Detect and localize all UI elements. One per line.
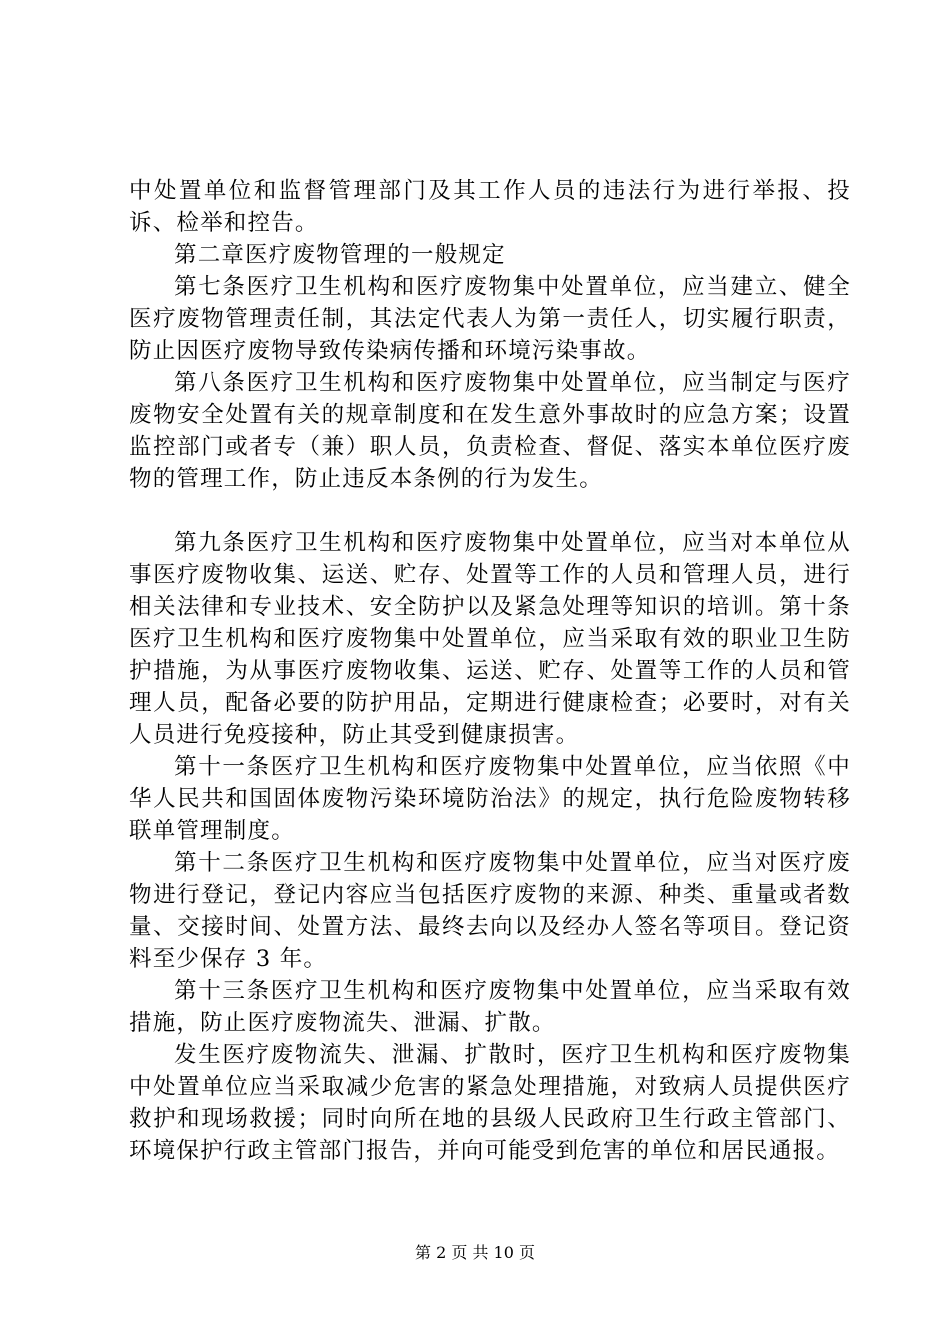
emergency-paragraph: 发生医疗废物流失、泄漏、扩散时，医疗卫生机构和医疗废物集中处置单位应当采取减少危害的紧急处理措施，对致病人员提供医疗救护和现场救援；同时向所在地的县级人民政府卫生行政主管部门、环境保护行政主管部门报告，并向可能受到危害的单位和居民通报。: [129, 1042, 851, 1164]
article-11: 第十一条医疗卫生机构和医疗废物集中处置单位，应当依照《中华人民共和国固体废物污染环境防治法》的规定，执行危险废物转移联单管理制度。: [129, 754, 851, 844]
article-12: 第十二条医疗卫生机构和医疗废物集中处置单位，应当对医疗废物进行登记，登记内容应当包括医疗废物的来源、种类、重量或者数量、交接时间、处置方法、最终去向以及经办人签名等项目。登记资料至少保存 3 年。: [129, 850, 851, 972]
document-body: [129, 175, 851, 1167]
paragraph-continuation: 中处置单位和监督管理部门及其工作人员的违法行为进行举报、投诉、检举和控告。: [129, 178, 851, 236]
article-7: 第七条医疗卫生机构和医疗废物集中处置单位，应当建立、健全医疗废物管理责任制，其法定代表人为第一责任人，切实履行职责，防止因医疗废物导致传染病传播和环境污染事故。: [129, 274, 851, 364]
article-13: 第十三条医疗卫生机构和医疗废物集中处置单位，应当采取有效措施，防止医疗废物流失、泄漏、扩散。: [129, 978, 851, 1036]
paragraph-gap: [129, 495, 851, 527]
article-9-10: 第九条医疗卫生机构和医疗废物集中处置单位，应当对本单位从事医疗废物收集、运送、贮存、处置等工作的人员和管理人员，进行相关法律和专业技术、安全防护以及紧急处理等知识的培训。第十条医疗卫生机构和医疗废物集中处置单位，应当采取有效的职业卫生防护措施，为从事医疗废物收集、运送、贮存、处置等工作的人员和管理人员，配备必要的防护用品，定期进行健康检查；必要时，对有关人员进行免疫接种，防止其受到健康损害。: [129, 530, 851, 748]
page-footer: 第 2 页 共 10 页: [415, 1243, 535, 1262]
chapter-heading: 第二章医疗废物管理的一般规定: [174, 242, 506, 268]
article-8: 第八条医疗卫生机构和医疗废物集中处置单位，应当制定与医疗废物安全处置有关的规章制度和在发生意外事故时的应急方案；设置监控部门或者专（兼）职人员，负责检查、督促、落实本单位医疗废物的管理工作，防止违反本条例的行为发生。: [129, 370, 851, 492]
